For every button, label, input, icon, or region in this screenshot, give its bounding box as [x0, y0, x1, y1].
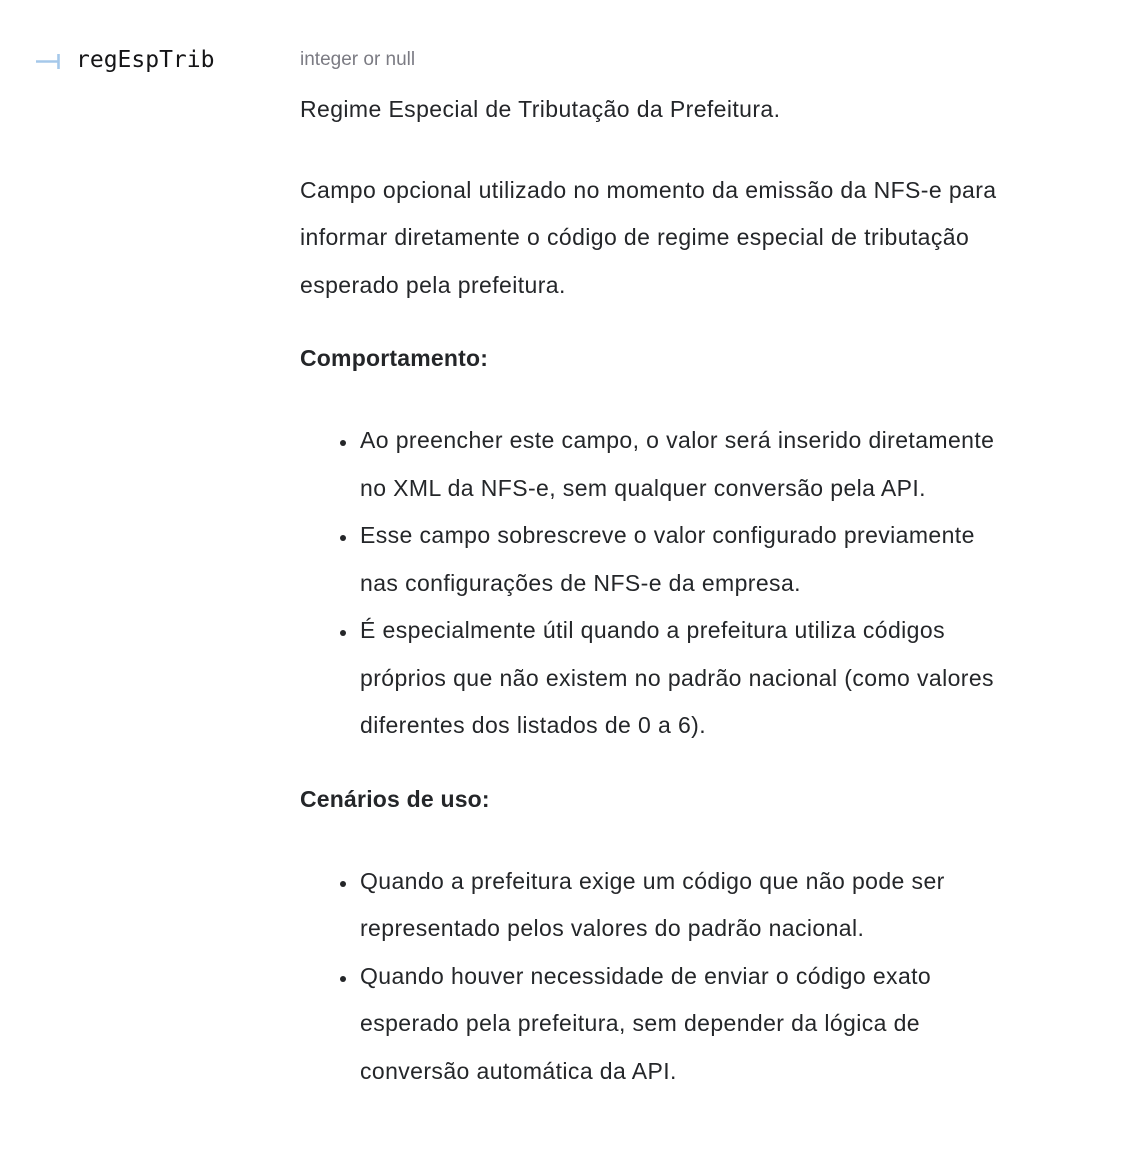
bullet-list-cenarios-de-uso [300, 858, 1000, 1096]
field-description [300, 86, 1000, 1095]
field-name: regEspTrib [76, 47, 215, 73]
nested-parameter-icon [35, 53, 62, 70]
list-item: • Quando houver necessidade de enviar o código exato esperado pela prefeitura, sem depender da lógica de conversão automática da API. [358, 953, 1000, 1096]
section-heading-cenarios-de-uso: Cenários de uso: [300, 785, 490, 812]
description-intro: Campo opcional utilizado no momento da emissão da NFS-e para informar diretamente o código de regime especial de tributação esperado pela prefeitura. [300, 176, 997, 298]
list-item: • Esse campo sobrescreve o valor configurado previamente nas configurações de NFS-e da empresa. [358, 512, 1000, 607]
parameter-name-cell [0, 46, 300, 74]
bullet-list-comportamento [300, 417, 1000, 750]
field-type-label: integer or null [300, 49, 416, 70]
description-title: Regime Especial de Tributação da Prefeitura. [300, 96, 781, 122]
list-item: • Ao preencher este campo, o valor será inserido diretamente no XML da NFS-e, sem qualquer conversão pela API. [358, 417, 1000, 512]
section-heading-comportamento: Comportamento: [300, 345, 489, 371]
list-item: • Quando a prefeitura exige um código que não pode ser representado pelos valores do padrão nacional. [358, 858, 1000, 953]
list-item: • É especialmente útil quando a prefeitura utiliza códigos próprios que não existem no padrão nacional (como valores diferentes dos listados de 0 a 6). [358, 607, 1000, 750]
parameter-description-cell [300, 46, 1000, 1128]
